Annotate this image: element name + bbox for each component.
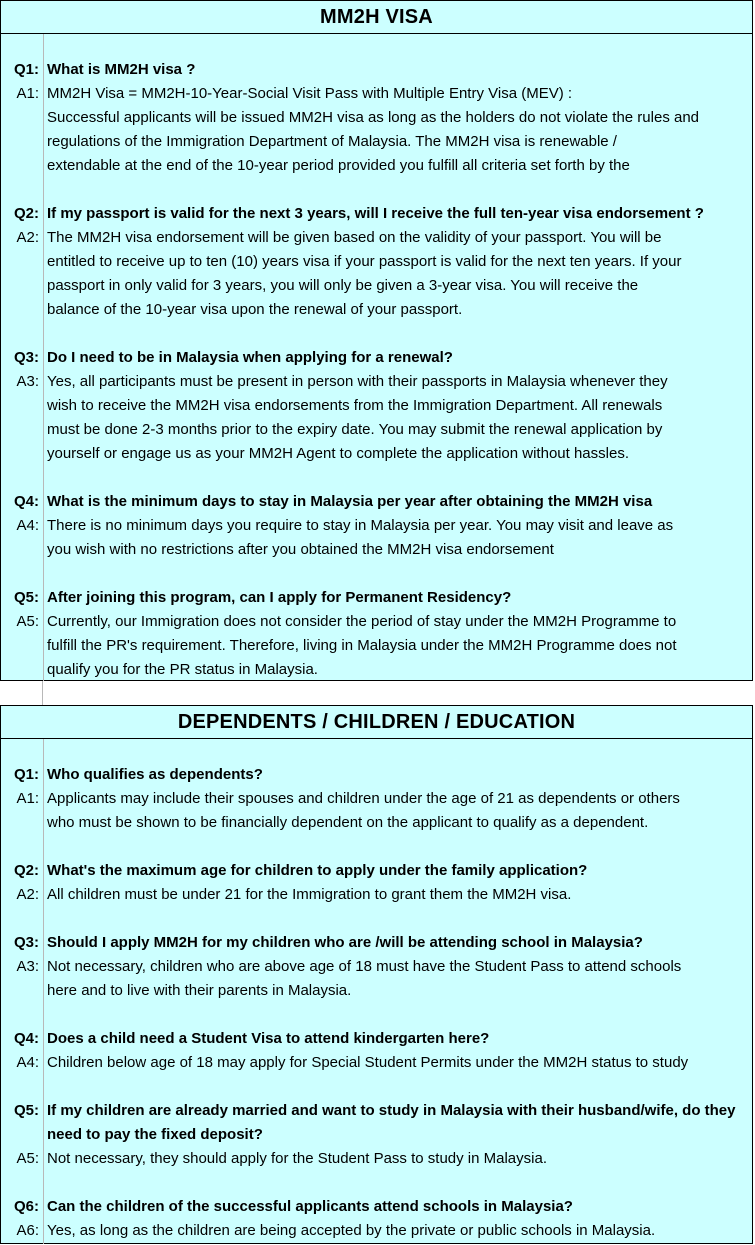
faq-item: [1, 586, 752, 682]
question-label: Q5:: [13, 1102, 39, 1119]
answer-line: extendable at the end of the 10-year period provided you fulfill all criteria set forth by the: [47, 157, 630, 174]
answer-line: wish to receive the MM2H visa endorsements from the Immigration Department. All renewals: [47, 397, 663, 414]
question-text: After joining this program, can I apply for Permanent Residency?: [47, 589, 512, 606]
answer-line: entitled to receive up to ten (10) years visa if your passport is valid for the next ten years. If your: [47, 253, 682, 270]
answer-line: yourself or engage us as your MM2H Agent to complete the application without hassles.: [47, 445, 629, 462]
answer-line: balance of the 10-year visa upon the renewal of your passport.: [47, 301, 463, 318]
faq-list: [1, 739, 752, 1244]
faq-list: [1, 34, 752, 681]
answer-line: regulations of the Immigration Department of Malaysia. The MM2H visa is renewable /: [47, 133, 617, 150]
answer-label: A5:: [16, 613, 39, 630]
answer-label: A4:: [16, 1054, 39, 1071]
faq-item: [1, 1099, 752, 1171]
question-label: Q4:: [13, 493, 39, 510]
question-label: Q2:: [13, 862, 39, 879]
answer-label: A5:: [16, 1150, 39, 1167]
answer-line: There is no minimum days you require to stay in Malaysia per year. You may visit and leave as: [47, 517, 674, 534]
question-label: Q3:: [13, 934, 39, 951]
faq-item: [1, 931, 752, 1003]
question-text: Do I need to be in Malaysia when applying for a renewal?: [47, 349, 453, 366]
answer-line: Successful applicants will be issued MM2H visa as long as the holders do not violate the rules and: [47, 109, 700, 126]
answer-line: Yes, all participants must be present in person with their passports in Malaysia whenever they: [47, 373, 668, 390]
answer-line: Not necessary, children who are above age of 18 must have the Student Pass to attend schools: [47, 958, 682, 975]
answer-line: Children below age of 18 may apply for Special Student Permits under the MM2H status to study: [47, 1054, 689, 1071]
answer-line: fulfill the PR's requirement. Therefore, living in Malaysia under the MM2H Programme does not: [47, 637, 677, 654]
section-title: DEPENDENTS / CHILDREN / EDUCATION: [1, 706, 752, 739]
faq-item: [1, 202, 752, 322]
question-text: Can the children of the successful applicants attend schools in Malaysia?: [47, 1198, 573, 1215]
question-label: Q5:: [13, 589, 39, 606]
answer-line: qualify you for the PR status in Malaysia.: [47, 661, 318, 678]
section-title: MM2H VISA: [1, 1, 752, 34]
answer-label: A2:: [16, 229, 39, 246]
question-label: Q2:: [13, 205, 39, 222]
question-text: What is the minimum days to stay in Malaysia per year after obtaining the MM2H visa: [47, 493, 653, 510]
question-text: What's the maximum age for children to apply under the family application?: [47, 862, 588, 879]
question-text: Should I apply MM2H for my children who are /will be attending school in Malaysia?: [47, 934, 643, 951]
answer-line: you wish with no restrictions after you obtained the MM2H visa endorsement: [47, 541, 554, 558]
faq-item: [1, 346, 752, 466]
faq-item: [1, 490, 752, 562]
answer-line: The MM2H visa endorsement will be given based on the validity of your passport. You will be: [47, 229, 662, 246]
answer-line: passport in only valid for 3 years, you will only be given a 3-year visa. You will receive the: [47, 277, 639, 294]
answer-label: A2:: [16, 886, 39, 903]
answer-line: Yes, as long as the children are being accepted by the private or public schools in Malaysia.: [47, 1222, 656, 1239]
answer-label: A1:: [16, 790, 39, 807]
question-text: What is MM2H visa ?: [47, 61, 196, 78]
faq-item: [1, 1195, 752, 1243]
question-text: Who qualifies as dependents?: [47, 766, 263, 783]
question-label: Q4:: [13, 1030, 39, 1047]
question-label: Q1:: [13, 766, 39, 783]
answer-line: Currently, our Immigration does not consider the period of stay under the MM2H Programme to: [47, 613, 677, 630]
answer-line: Applicants may include their spouses and children under the age of 21 as dependents or others: [47, 790, 680, 807]
question-text: Does a child need a Student Visa to attend kindergarten here?: [47, 1030, 490, 1047]
section-divider: [0, 681, 755, 705]
question-label: Q6:: [13, 1198, 39, 1215]
answer-line: Not necessary, they should apply for the Student Pass to study in Malaysia.: [47, 1150, 547, 1167]
answer-label: A3:: [16, 373, 39, 390]
answer-line: who must be shown to be financially dependent on the applicant to qualify as a dependent.: [47, 814, 649, 831]
faq-item: [1, 859, 752, 907]
answer-label: A1:: [16, 85, 39, 102]
answer-line: here and to live with their parents in Malaysia.: [47, 982, 352, 999]
question-text: If my children are already married and want to study in Malaysia with their husband/wife, do they need to pay the fixed deposit?: [47, 1102, 736, 1143]
answer-label: A6:: [16, 1222, 39, 1239]
faq-item: [1, 58, 752, 178]
question-label: Q1:: [13, 61, 39, 78]
answer-line: All children must be under 21 for the Immigration to grant them the MM2H visa.: [47, 886, 572, 903]
answer-label: A4:: [16, 517, 39, 534]
question-text: If my passport is valid for the next 3 years, will I receive the full ten-year visa endorsement ?: [47, 205, 704, 222]
faq-item: [1, 1027, 752, 1075]
answer-line: must be done 2-3 months prior to the expiry date. You may submit the renewal application by: [47, 421, 663, 438]
answer-label: A3:: [16, 958, 39, 975]
question-label: Q3:: [13, 349, 39, 366]
dependents-section: [0, 705, 753, 1244]
answer-line: MM2H Visa = MM2H-10-Year-Social Visit Pass with Multiple Entry Visa (MEV) :: [47, 85, 573, 102]
faq-item: [1, 763, 752, 835]
